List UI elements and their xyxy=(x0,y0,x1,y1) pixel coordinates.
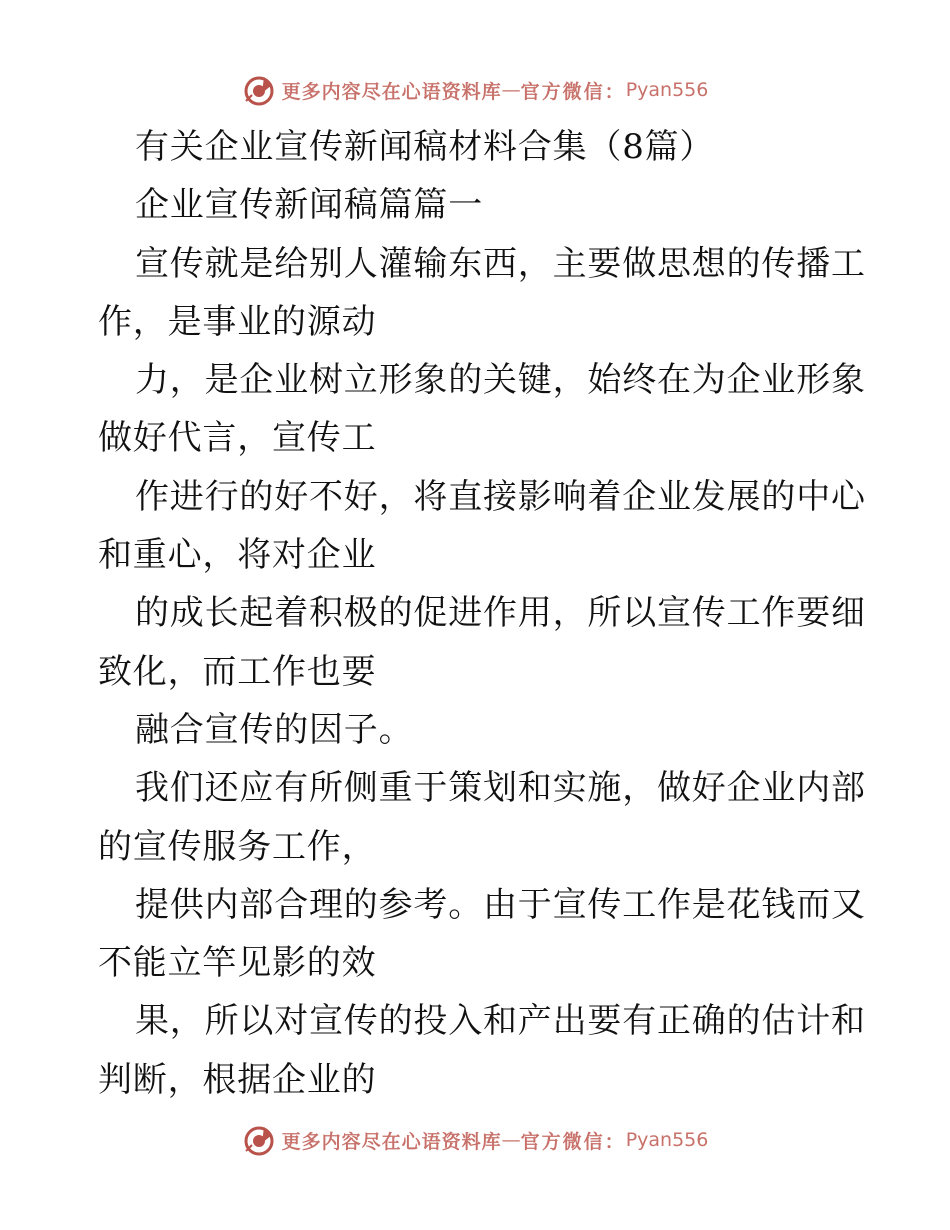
text-line: 作进行的好不好，将直接影响着企业发展的中心 xyxy=(135,476,866,517)
document-title: 有关企业宣传新闻稿材料合集（8篇） xyxy=(135,127,715,167)
text-line: 我们还应有所侧重于策划和实施，做好企业内部 xyxy=(135,768,866,809)
section-heading: 企业宣传新闻稿篇篇一 xyxy=(135,185,483,226)
text-line: 致化，而工作也要 xyxy=(98,651,377,692)
banner-wechat-id: Pyan556 xyxy=(625,1129,709,1151)
banner-wechat-id: Pyan556 xyxy=(625,79,709,101)
banner-label: 官方微信： xyxy=(520,80,626,103)
paragraph-lines xyxy=(98,235,866,1109)
text-line: 作，是事业的源动 xyxy=(98,301,377,342)
banner-text: 更多内容尽在心语资料库 xyxy=(281,1130,502,1153)
seal-logo-icon xyxy=(242,1123,276,1157)
text-line: 和重心，将对企业 xyxy=(98,535,377,576)
text-line: 做好代言，宣传工 xyxy=(98,418,377,459)
document-body xyxy=(98,118,866,1109)
banner-label: 官方微信： xyxy=(520,1130,626,1153)
text-line: 判断，根据企业的 xyxy=(98,1059,377,1100)
text-line: 宣传就是给别人灌输东西，主要做思想的传播工 xyxy=(135,243,866,284)
header-watermark-banner xyxy=(0,70,950,110)
text-line: 的宣传服务工作， xyxy=(98,826,377,867)
text-line: 的成长起着积极的促进作用，所以宣传工作要细 xyxy=(135,593,866,634)
banner-separator: — xyxy=(501,1129,521,1151)
text-line: 不能立竿见影的效 xyxy=(98,943,377,984)
text-line: 融合宣传的因子。 xyxy=(135,709,414,750)
banner-text: 更多内容尽在心语资料库 xyxy=(281,80,502,103)
banner-separator: — xyxy=(501,79,521,101)
text-line: 提供内部合理的参考。由于宣传工作是花钱而又 xyxy=(135,884,866,925)
seal-logo-icon xyxy=(242,73,276,107)
footer-watermark-banner xyxy=(0,1120,950,1160)
text-line: 力，是企业树立形象的关键，始终在为企业形象 xyxy=(135,360,866,401)
text-line: 果，所以对宣传的投入和产出要有正确的估计和 xyxy=(135,1001,866,1042)
